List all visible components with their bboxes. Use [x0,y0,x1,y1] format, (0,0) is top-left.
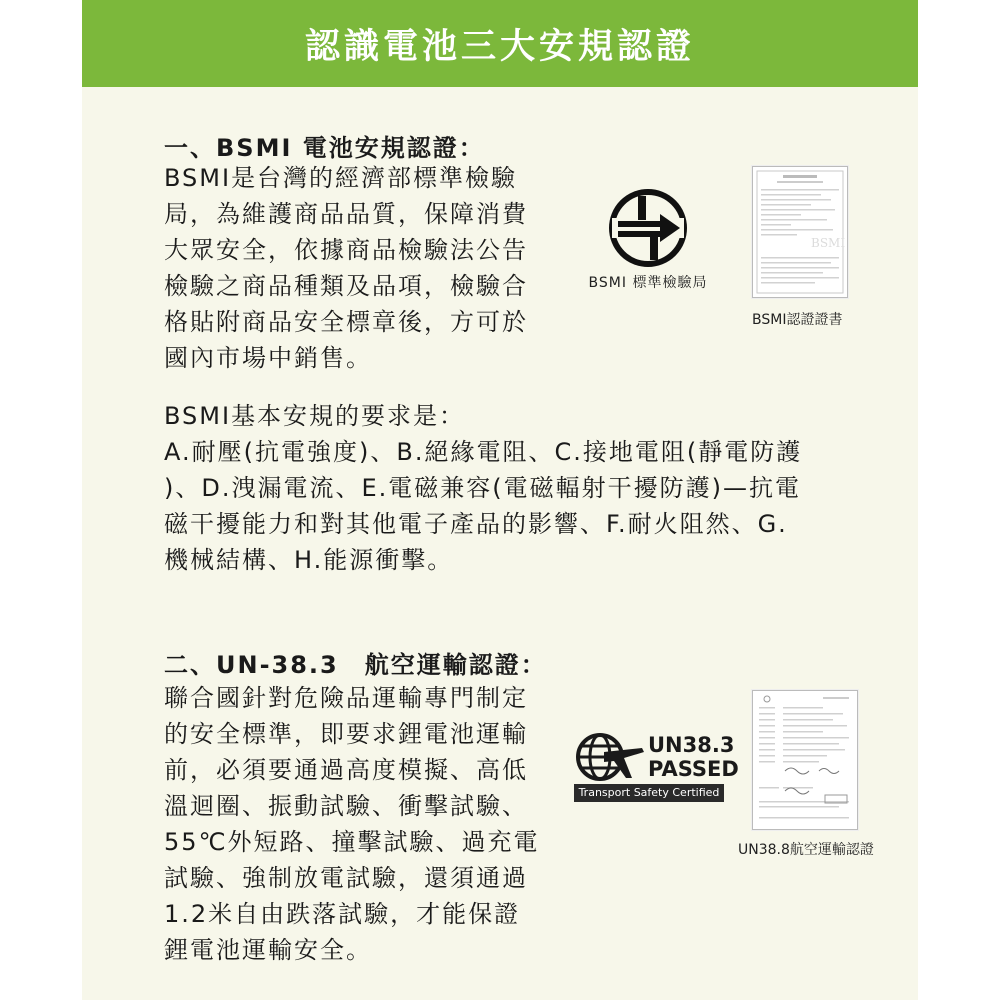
bsmi-logo-caption: BSMI 標準檢驗局 [588,275,708,291]
section1-line: 國內市場中銷售。 [164,344,372,372]
section2-line: 的安全標準，即要求鋰電池運輸 [164,720,528,748]
requirements-line: A.耐壓(抗電強度)、B.絕緣電阻、C.接地電阻(靜電防護 [164,438,803,466]
section2-line: 55℃外短路、撞擊試驗、過充電 [164,828,540,856]
bsmi-requirements [164,398,844,578]
section1-paragraph [164,160,554,376]
section2-line: 試驗、強制放電試驗，還須通過 [164,864,528,892]
un383-certificate-image [752,690,858,830]
globe-plane-icon [574,730,644,784]
un383-certificate-caption: UN38.8航空運輸認證 [738,842,874,858]
un383-badge-bar: Transport Safety Certified [574,784,724,802]
un383-badge [574,730,739,804]
bsmi-certificate-icon [753,167,847,297]
section1-line: BSMI是台灣的經濟部標準檢驗 [164,164,518,192]
section2-line: 溫迴圈、振動試驗、衝擊試驗、 [164,792,528,820]
section2-line: 1.2米自由跌落試驗，才能保證 [164,900,521,928]
section2-line: 聯合國針對危險品運輸專門制定 [164,684,528,712]
banner-title: 認識電池三大安規認證 [304,26,695,67]
bsmi-certificate-caption: BSMI認證證書 [752,312,843,328]
section1-line: 大眾安全，依據商品檢驗法公告 [164,236,528,264]
banner [82,0,918,87]
section1-heading: 一、BSMI 電池安規認證： [164,134,485,162]
requirements-line: 機械結構、H.能源衝擊。 [164,546,454,574]
section1-line: 格貼附商品安全標章後，方可於 [164,308,528,336]
section2-line: 鋰電池運輸安全。 [164,936,372,964]
bsmi-watermark: BSMI [811,236,846,250]
bsmi-logo [578,188,718,298]
section2-line: 前，必須要通過高度模擬、高低 [164,756,528,784]
requirements-line: BSMI基本安規的要求是： [164,402,466,430]
section1-line: 局，為維護商品品質，保障消費 [164,200,528,228]
requirements-line: 磁干擾能力和對其他電子產品的影響、F.耐火阻然、G. [164,510,788,538]
un383-badge-title: UN38.3 [648,733,735,757]
un383-certificate-icon [753,691,857,829]
section2-paragraph [164,680,554,968]
bsmi-mark-icon [608,188,688,268]
section2-heading: 二、UN-38.3 航空運輸認證： [164,651,547,679]
requirements-line: )、D.洩漏電流、E.電磁兼容(電磁輻射干擾防護)—抗電 [164,474,801,502]
bsmi-certificate-image [752,166,848,298]
un383-badge-status: PASSED [648,757,739,781]
section1-line: 檢驗之商品種類及品項，檢驗合 [164,272,528,300]
